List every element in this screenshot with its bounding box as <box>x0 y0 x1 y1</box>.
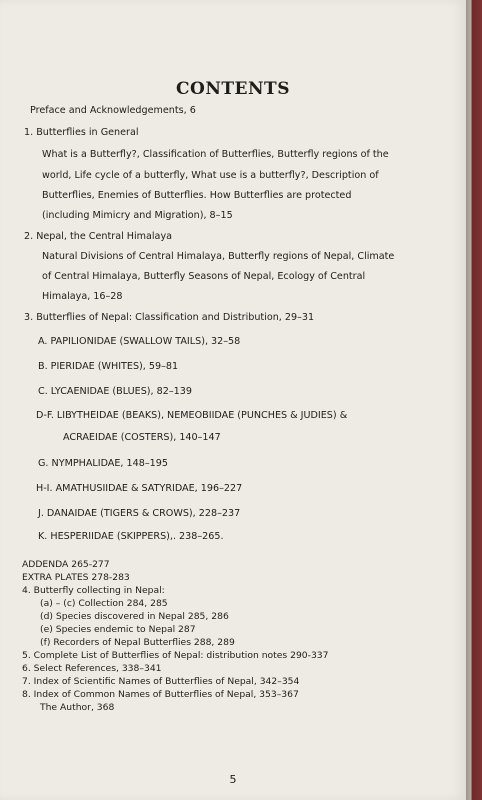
page-title: CONTENTS <box>176 79 290 99</box>
toc-author: The Author, 368 <box>40 702 115 713</box>
book-cover-edge <box>466 0 482 800</box>
toc-chapter-4-item: (f) Recorders of Nepal Butterflies 288, 289 <box>40 637 235 648</box>
toc-family-d-f-cont: ACRAEIDAE (COSTERS), 140–147 <box>63 432 221 443</box>
toc-chapter-4-item: (a) – (c) Collection 284, 285 <box>40 598 168 609</box>
toc-chapter-1-desc: What is a Butterfly?, Classification of Butterflies, Butterfly regions of the <box>42 149 389 160</box>
toc-chapter-6: 6. Select References, 338–341 <box>22 663 162 674</box>
toc-chapter-5: 5. Complete List of Butterflies of Nepal: distribution notes 290-337 <box>22 650 329 661</box>
toc-family-c: C. LYCAENIDAE (BLUES), 82–139 <box>38 386 192 397</box>
toc-chapter-2-desc: of Central Himalaya, Butterfly Seasons of Nepal, Ecology of Central <box>42 271 366 282</box>
toc-chapter-4-item: (e) Species endemic to Nepal 287 <box>40 624 196 635</box>
toc-chapter-1-desc: world, Life cycle of a butterfly, What use is a butterfly?, Description of <box>42 170 379 181</box>
toc-chapter-2: 2. Nepal, the Central Himalaya <box>24 231 172 242</box>
toc-chapter-8: 8. Index of Common Names of Butterflies of Nepal, 353–367 <box>22 689 299 700</box>
toc-chapter-1-desc: Butterflies, Enemies of Butterflies. How Butterflies are protected <box>42 190 352 201</box>
toc-family-k: K. HESPERIIDAE (SKIPPERS),. 238–265. <box>38 531 224 542</box>
toc-chapter-2-desc: Himalaya, 16–28 <box>42 291 123 302</box>
toc-family-j: J. DANAIDAE (TIGERS & CROWS), 228–237 <box>38 508 241 519</box>
toc-addenda: ADDENDA 265-277 <box>22 559 110 570</box>
toc-family-a: A. PAPILIONIDAE (SWALLOW TAILS), 32–58 <box>38 336 241 347</box>
toc-chapter-4-item: (d) Species discovered in Nepal 285, 286 <box>40 611 229 622</box>
toc-chapter-1-desc: (including Mimicry and Migration), 8–15 <box>42 210 233 221</box>
toc-chapter-1: 1. Butterflies in General <box>24 127 139 138</box>
toc-family-h-i: H-I. AMATHUSIIDAE & SATYRIDAE, 196–227 <box>36 483 243 494</box>
toc-chapter-4: 4. Butterfly collecting in Nepal: <box>22 585 165 596</box>
toc-chapter-7: 7. Index of Scientific Names of Butterflies of Nepal, 342–354 <box>22 676 300 687</box>
toc-entry-preface: Preface and Acknowledgements, 6 <box>30 105 196 116</box>
toc-chapter-3: 3. Butterflies of Nepal: Classification and Distribution, 29–31 <box>24 312 315 323</box>
toc-chapter-2-desc: Natural Divisions of Central Himalaya, Butterfly regions of Nepal, Climate <box>42 251 395 262</box>
page-number: 5 <box>229 773 237 786</box>
toc-family-b: B. PIERIDAE (WHITES), 59–81 <box>38 361 179 372</box>
toc-family-g: G. NYMPHALIDAE, 148–195 <box>38 458 168 469</box>
toc-extra-plates: EXTRA PLATES 278-283 <box>22 572 130 583</box>
toc-family-d-f: D-F. LIBYTHEIDAE (BEAKS), NEMEOBIIDAE (PUNCHES & JUDIES) & <box>36 410 348 421</box>
